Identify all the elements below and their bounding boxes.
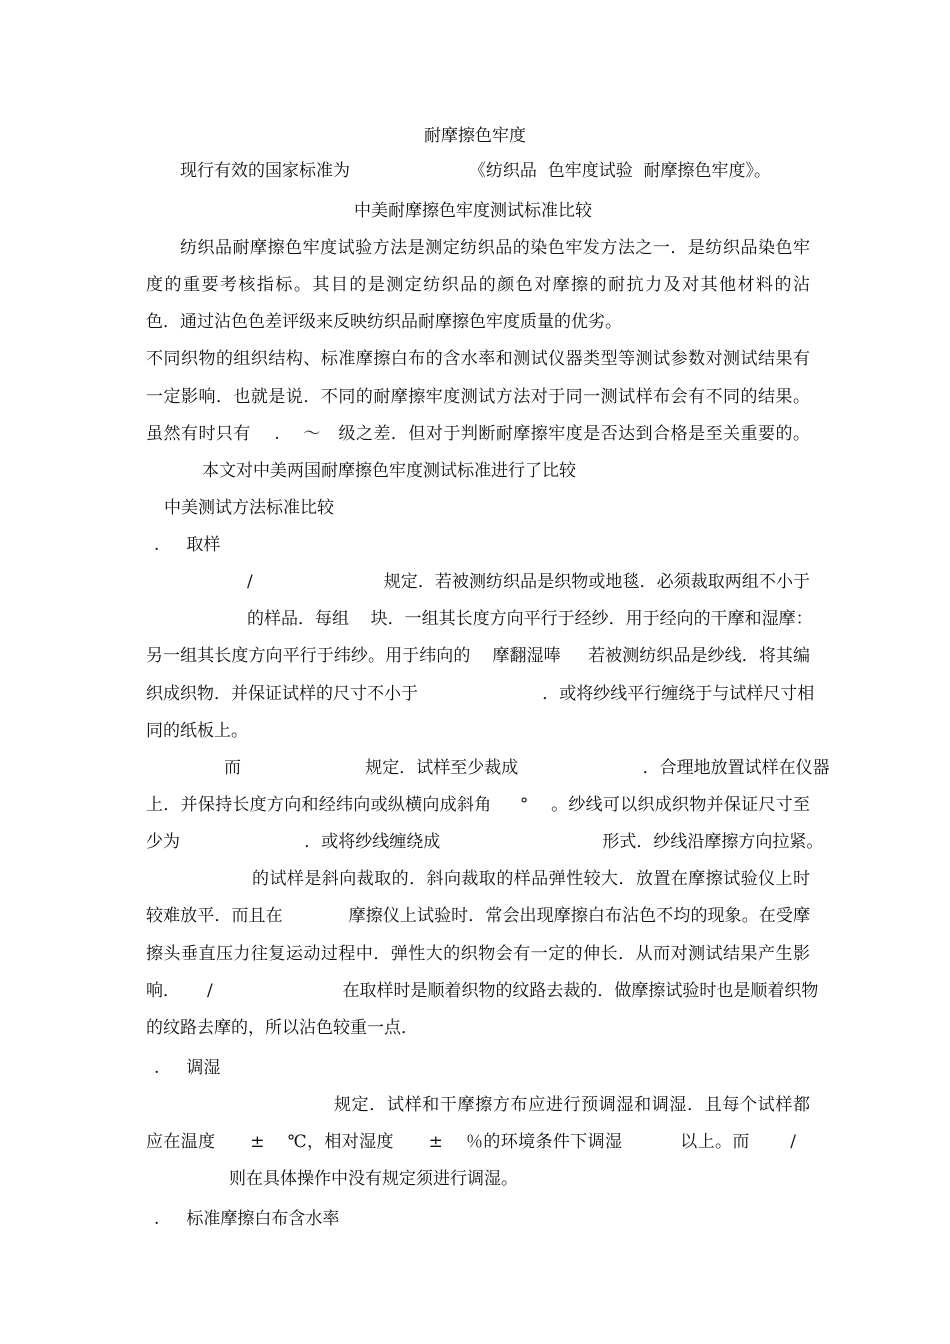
comparison-subtitle: 中美耐摩擦色牢度测试标准比较 — [354, 201, 592, 221]
intro-line: 度的重要考核指标。其目的是测定纺织品的颜色对摩擦的耐抗力及对其他材料的沾 — [146, 275, 810, 295]
standard-line: 现行有效的国家标准为 《纺织品 色牢度试验 耐摩擦色牢度》。 — [180, 161, 771, 181]
paragraph-line: 较难放平．而且在 摩擦仪上试验时．常会出现摩擦白布沾色不均的现象。在受摩 — [146, 906, 810, 926]
paragraph-line: 同的纸板上。 — [146, 721, 248, 741]
paragraph-line: 另一组其长度方向平行于纬纱。用于纬向的 摩翻湿唪 若被测纺织品是纱线．将其编 — [146, 646, 810, 666]
paragraph-line: 规定．试样和干摩擦方布应进行预调湿和调湿．且每个试样都 — [334, 1095, 810, 1115]
paragraph-line: 的试样是斜向裁取的．斜向裁取的样品弹性较大．放置在摩擦试验仪上时 — [252, 869, 810, 889]
paragraph-line: 上．并保持长度方向和经纬向或纵横向成斜角 ° 。纱线可以织成织物并保证尺寸至 — [146, 795, 810, 815]
paragraph-line: 应在温度 ± ℃，相对湿度 ± ％的环境条件下调湿 以上。而 / — [146, 1132, 796, 1152]
subsection-heading-moisture: . 标准摩擦白布含水率 — [154, 1209, 340, 1229]
paragraph-line: 的样品．每组 块．一组其长度方向平行于经纱．用于经向的干摩和湿摩： — [247, 609, 813, 629]
section-heading: 中美测试方法标准比较 — [164, 498, 334, 518]
paragraph-line: 一定影响．也就是说．不同的耐摩擦牢度测试方法对于同一测试样布会有不同的结果。 — [146, 387, 810, 407]
paragraph-line: 的纹路去摩的，所以沾色较重一点． — [146, 1018, 418, 1038]
subsection-heading-conditioning: . 调湿 — [154, 1058, 221, 1078]
paragraph-line: 擦头垂直压力往复运动过程中．弹性大的织物会有一定的伸长．从而对测试结果产生影 — [146, 944, 810, 964]
paragraph-line: 不同织物的组织结构、标准摩擦白布的含水率和测试仪器类型等测试参数对测试结果有 — [146, 349, 810, 369]
paragraph-line: 响． / 在取样时是顺着织物的纹路去裁的．做摩擦试验时也是顺着织物 — [146, 981, 819, 1001]
paragraph-line: / 规定．若被测纺织品是织物或地毯．必须裁取两组不小于 — [247, 572, 810, 592]
paragraph-line: 虽然有时只有 . ～ 级之差．但对于判断耐摩擦牢度是否达到合格是至关重要的。 — [146, 424, 810, 444]
paragraph-line: 而 规定．试样至少裁成 ．合理地放置试样在仪器 — [224, 758, 830, 778]
paragraph-line: 少为 ．或将纱线缠绕成 形式．纱线沿摩擦方向拉紧。 — [146, 832, 824, 852]
subsection-heading-sampling: . 取样 — [154, 535, 221, 555]
intro-line: 纺织品耐摩擦色牢度试验方法是测定纺织品的染色牢发方法之一．是纺织品染色牢 — [180, 238, 810, 258]
paragraph-line: 织成织物．并保证试样的尺寸不小于 ．或将纱线平行缠绕于与试样尺寸相 — [146, 684, 815, 704]
paragraph-line: 本文对中美两国耐摩擦色牢度测试标准进行了比较 — [202, 461, 576, 481]
intro-line: 色．通过沾色色差评级来反映纺织品耐摩擦色牢度质量的优劣。 — [146, 312, 622, 332]
document-title: 耐摩擦色牢度 — [424, 126, 526, 146]
paragraph-line: 则在具体操作中没有规定须进行调湿。 — [229, 1169, 518, 1189]
